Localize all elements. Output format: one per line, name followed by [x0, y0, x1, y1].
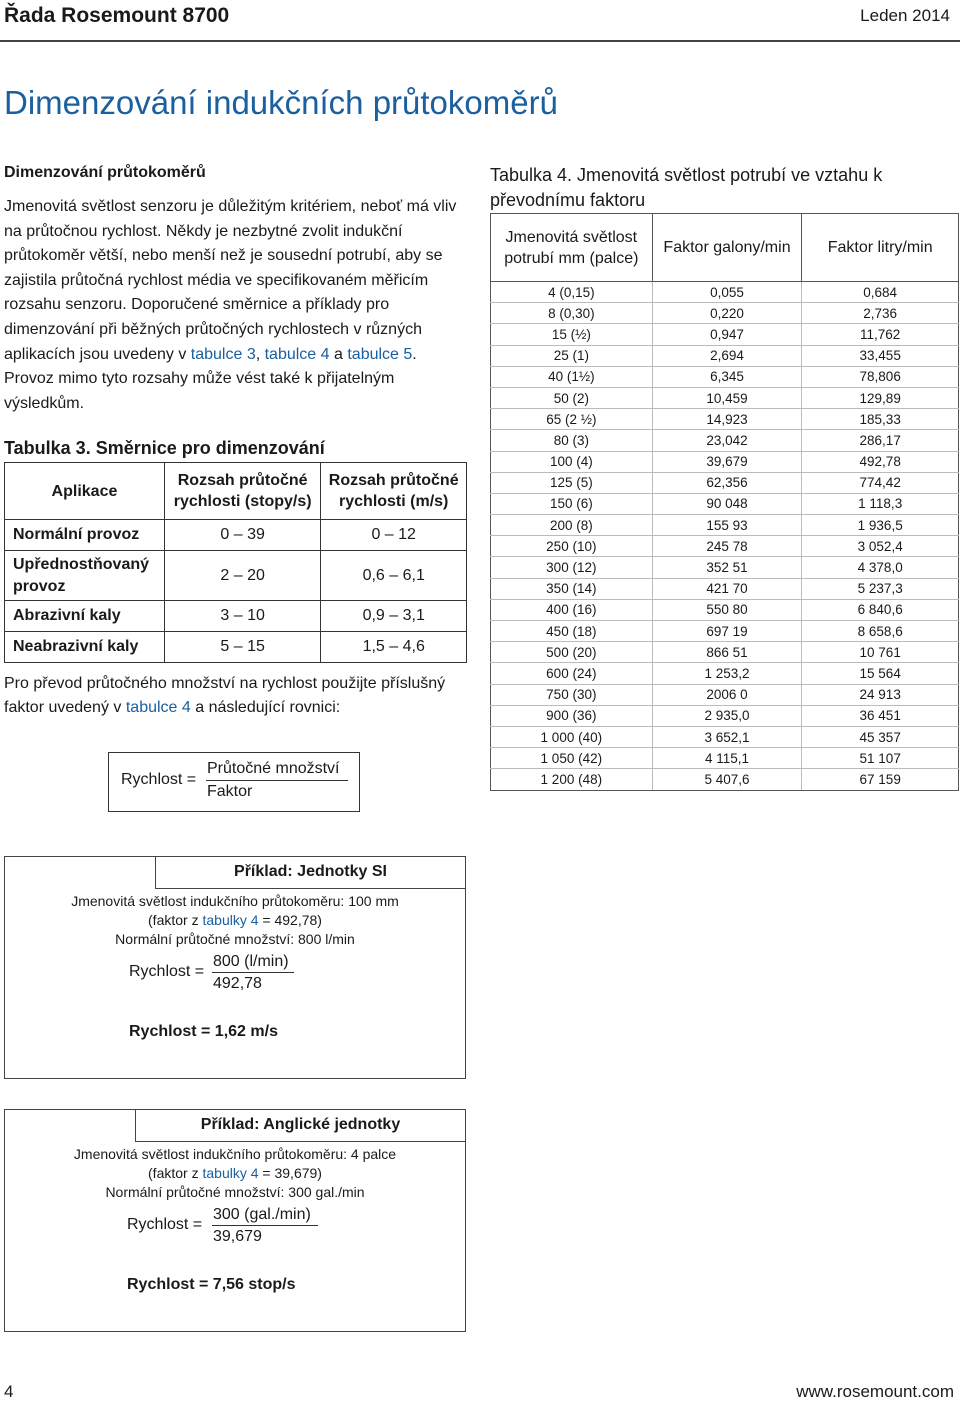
table-cell: 67 159	[802, 769, 959, 790]
table3-caption: Tabulka 3. Směrnice pro dimenzování	[4, 438, 325, 458]
table-row	[491, 324, 959, 345]
table-cell: 80 (3)	[491, 430, 653, 451]
table-cell: 250 (10)	[491, 536, 653, 557]
example-en-denominator: 39,679	[213, 1228, 262, 1245]
table-row	[491, 642, 959, 663]
table-cell: 1,5 – 4,6	[321, 632, 467, 663]
table-cell: 2 935,0	[652, 705, 802, 726]
table-row	[491, 303, 959, 324]
table-cell: 421 70	[652, 578, 802, 599]
example-si-box	[4, 856, 466, 1079]
table-row	[491, 621, 959, 642]
table-cell: Upřednostňovaný provoz	[5, 551, 165, 601]
table-cell: 352 51	[652, 557, 802, 578]
table-cell: 4 378,0	[802, 557, 959, 578]
table-cell: 774,42	[802, 472, 959, 493]
table-row	[491, 282, 959, 303]
table3-header: Aplikace	[5, 463, 165, 520]
table-cell: 65 (2 ½)	[491, 409, 653, 430]
table-cell: 600 (24)	[491, 663, 653, 684]
table-row	[491, 409, 959, 430]
table-cell: 3 652,1	[652, 726, 802, 747]
table-cell: 14,923	[652, 409, 802, 430]
example-en-title: Příklad: Anglické jednotky	[135, 1109, 465, 1142]
intro-paragraph	[4, 195, 464, 416]
table-cell: 1 118,3	[802, 493, 959, 514]
table-cell: 11,762	[802, 324, 959, 345]
conversion-note	[4, 672, 464, 720]
table3-header: Rozsah průtočné rychlosti (stopy/s)	[164, 463, 321, 520]
table-cell: 90 048	[652, 493, 802, 514]
table-cell: 15 (½)	[491, 324, 653, 345]
example-text: (faktor z	[148, 1165, 203, 1181]
table-cell: 0,684	[802, 282, 959, 303]
table-row	[491, 345, 959, 366]
link-table4[interactable]: tabulky 4	[202, 912, 259, 928]
table-cell: 400 (16)	[491, 599, 653, 620]
table-cell: 78,806	[802, 366, 959, 387]
link-table3[interactable]: tabulce 3	[190, 345, 256, 363]
table-row	[491, 472, 959, 493]
table-cell: 185,33	[802, 409, 959, 430]
table-cell: Neabrazivní kaly	[5, 632, 165, 663]
link-table5[interactable]: tabulce 5	[347, 345, 413, 363]
table-cell: 155 93	[652, 515, 802, 536]
example-si-line: Normální průtočné množství: 800 l/min	[115, 931, 355, 947]
table-cell: 45 357	[802, 726, 959, 747]
table-row	[5, 601, 467, 632]
velocity-formula	[108, 752, 360, 812]
table-row	[5, 520, 467, 551]
table-cell: 492,78	[802, 451, 959, 472]
intro-text-end: . Provoz mimo tyto rozsahy může vést také k přijatelným výsledkům.	[4, 345, 417, 412]
link-table4[interactable]: tabulky 4	[202, 1165, 259, 1181]
table-cell: 1 200 (48)	[491, 769, 653, 790]
table-cell: 15 564	[802, 663, 959, 684]
link-table4[interactable]: tabulce 4	[264, 345, 330, 363]
table-cell: 2,694	[652, 345, 802, 366]
formula-numerator: Průtočné množství	[207, 760, 340, 777]
table-cell: 1 050 (42)	[491, 748, 653, 769]
table-row	[491, 493, 959, 514]
table-cell: 2006 0	[652, 684, 802, 705]
table-cell: Normální provoz	[5, 520, 165, 551]
table-cell: 4 (0,15)	[491, 282, 653, 303]
table-cell: 900 (36)	[491, 705, 653, 726]
table-cell: 0,9 – 3,1	[321, 601, 467, 632]
table-cell: 51 107	[802, 748, 959, 769]
table-cell: 1 000 (40)	[491, 726, 653, 747]
table-row	[491, 663, 959, 684]
table-cell: 286,17	[802, 430, 959, 451]
table-cell: 129,89	[802, 387, 959, 408]
example-si-line: Jmenovitá světlost indukčního průtokoměru: 100 mm	[71, 893, 399, 909]
example-en-lhs: Rychlost =	[127, 1216, 203, 1233]
example-si-denominator: 492,78	[213, 975, 262, 992]
formula-denominator: Faktor	[207, 783, 253, 800]
table-cell: 39,679	[652, 451, 802, 472]
table-cell: 500 (20)	[491, 642, 653, 663]
fraction-bar	[212, 1225, 318, 1226]
table-cell: 23,042	[652, 430, 802, 451]
header-divider	[0, 40, 960, 42]
document-series-title: Řada Rosemount 8700	[4, 4, 230, 27]
table-cell: 750 (30)	[491, 684, 653, 705]
example-en-box	[4, 1109, 466, 1332]
table3	[4, 462, 467, 663]
table-cell: 10 761	[802, 642, 959, 663]
table-row	[5, 551, 467, 601]
example-si-numerator: 800 (l/min)	[213, 953, 289, 970]
note-text-end: a následující rovnici:	[190, 699, 341, 716]
table-cell: 3 052,4	[802, 536, 959, 557]
table4-header: Jmenovitá světlost potrubí mm (palce)	[491, 214, 653, 282]
table-cell: 866 51	[652, 642, 802, 663]
example-si-line	[5, 912, 465, 928]
table-row	[491, 366, 959, 387]
table-cell: 150 (6)	[491, 493, 653, 514]
table-row	[491, 705, 959, 726]
table4-caption: Tabulka 4. Jmenovitá světlost potrubí ve vztahu k převodnímu faktoru	[490, 165, 883, 210]
table-cell: 697 19	[652, 621, 802, 642]
table-cell: 24 913	[802, 684, 959, 705]
intro-sep1: ,	[255, 345, 265, 363]
table-cell: 25 (1)	[491, 345, 653, 366]
table-cell: 3 – 10	[164, 601, 321, 632]
table-cell: 450 (18)	[491, 621, 653, 642]
table-cell: 200 (8)	[491, 515, 653, 536]
table-cell: 8 (0,30)	[491, 303, 653, 324]
example-text: (faktor z	[148, 912, 203, 928]
example-text: = 492,78)	[258, 912, 322, 928]
table-cell: 6,345	[652, 366, 802, 387]
example-text: = 39,679)	[258, 1165, 322, 1181]
table-row	[5, 632, 467, 663]
intro-text: Jmenovitá světlost senzoru je důležitým kritériem, neboť má vliv na průtočnou rychlost. Někdy je nezbytné zvolit indukční průtokoměr větší, nebo menší než je sousední potrubí, aby se zajistila průtočná rychlost média ve specifikovaném měřicím rozsahu senzoru. Doporučené směrnice a příklady pro dimenzování při běžných průtočných rychlostech v různých aplikacích jsou uvedeny v	[4, 198, 457, 363]
note-text: Pro převod průtočného množství na rychlost použijte příslušný faktor uvedený v	[4, 675, 446, 716]
table-cell: 0,220	[652, 303, 802, 324]
table-cell: 100 (4)	[491, 451, 653, 472]
table-row	[491, 430, 959, 451]
table-cell: 0 – 39	[164, 520, 321, 551]
footer-url[interactable]: www.rosemount.com	[796, 1382, 954, 1401]
table4	[490, 213, 959, 791]
formula-lhs: Rychlost =	[121, 771, 197, 788]
table-cell: 1 253,2	[652, 663, 802, 684]
example-si-result: Rychlost = 1,62 m/s	[129, 1023, 278, 1040]
table-cell: 350 (14)	[491, 578, 653, 599]
table-cell: 300 (12)	[491, 557, 653, 578]
table-row	[491, 578, 959, 599]
table-cell: 5 – 15	[164, 632, 321, 663]
table-cell: 2,736	[802, 303, 959, 324]
example-si-lhs: Rychlost =	[129, 963, 205, 980]
section-heading: Dimenzování průtokoměrů	[4, 164, 206, 181]
table4-header: Faktor galony/min	[652, 214, 802, 282]
table-cell: Abrazivní kaly	[5, 601, 165, 632]
table-cell: 8 658,6	[802, 621, 959, 642]
table-cell: 5 407,6	[652, 769, 802, 790]
table-row	[491, 557, 959, 578]
table-cell: 5 237,3	[802, 578, 959, 599]
table-cell: 0,947	[652, 324, 802, 345]
table-row	[491, 515, 959, 536]
table-row	[491, 387, 959, 408]
table-cell: 4 115,1	[652, 748, 802, 769]
table-row	[491, 726, 959, 747]
table-cell: 245 78	[652, 536, 802, 557]
table-cell: 0,6 – 6,1	[321, 551, 467, 601]
table-row	[491, 684, 959, 705]
table4-header: Faktor litry/min	[802, 214, 959, 282]
table-cell: 40 (1½)	[491, 366, 653, 387]
example-en-numerator: 300 (gal./min)	[213, 1206, 311, 1223]
document-date: Leden 2014	[860, 6, 950, 25]
example-en-line: Jmenovitá světlost indukčního průtokoměru: 4 palce	[73, 1146, 397, 1162]
table-cell: 1 936,5	[802, 515, 959, 536]
table-row	[491, 599, 959, 620]
table-cell: 550 80	[652, 599, 802, 620]
fraction-bar	[206, 780, 348, 781]
table-cell: 125 (5)	[491, 472, 653, 493]
intro-sep2: a	[329, 345, 348, 363]
example-en-line: Normální průtočné množství: 300 gal./min	[105, 1184, 365, 1200]
table-cell: 10,459	[652, 387, 802, 408]
example-en-line	[5, 1165, 465, 1181]
table-cell: 6 840,6	[802, 599, 959, 620]
table3-header: Rozsah průtočné rychlosti (m/s)	[321, 463, 467, 520]
table-row	[491, 536, 959, 557]
page-title: Dimenzování indukčních průtokoměrů	[4, 84, 558, 121]
fraction-bar	[212, 972, 294, 973]
table-cell: 36 451	[802, 705, 959, 726]
table-cell: 2 – 20	[164, 551, 321, 601]
table-cell: 0,055	[652, 282, 802, 303]
table-cell: 33,455	[802, 345, 959, 366]
table-cell: 0 – 12	[321, 520, 467, 551]
example-en-result: Rychlost = 7,56 stop/s	[127, 1276, 296, 1293]
table-cell: 50 (2)	[491, 387, 653, 408]
page-number: 4	[4, 1382, 14, 1401]
table-row	[491, 748, 959, 769]
table-cell: 62,356	[652, 472, 802, 493]
table-row	[491, 451, 959, 472]
example-si-title: Příklad: Jednotky SI	[155, 856, 465, 889]
table-row	[491, 769, 959, 790]
link-table4[interactable]: tabulce 4	[125, 699, 191, 716]
